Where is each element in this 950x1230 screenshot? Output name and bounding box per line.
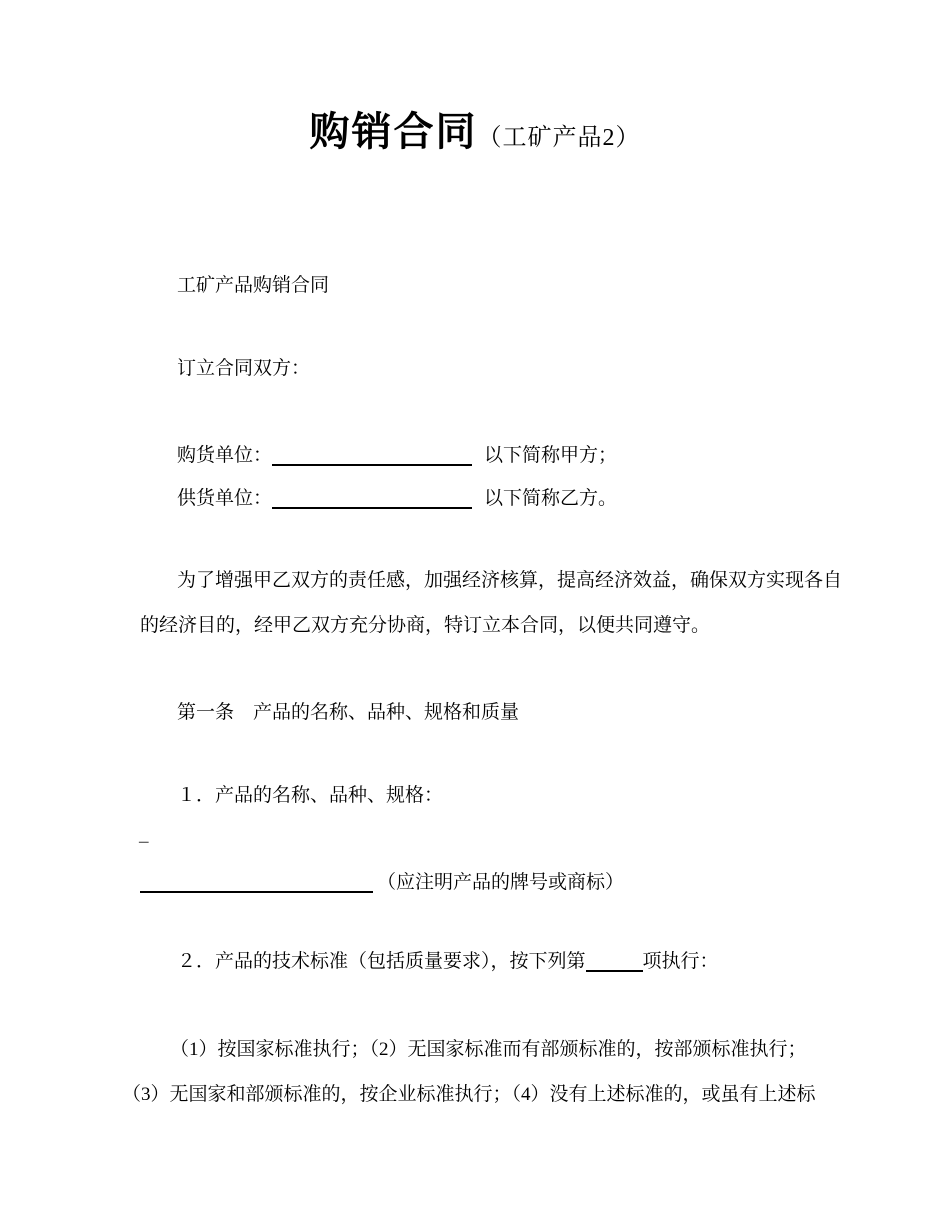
document-title-sub: （工矿产品2）	[477, 125, 641, 151]
options-line-2: （3）无国家和部颁标准的，按企业标准执行；（4）没有上述标准的，或虽有上述标	[122, 1084, 816, 1105]
buyer-name-field	[272, 463, 472, 466]
product-name-field	[140, 890, 373, 893]
item2-suffix: 项执行：	[642, 951, 719, 972]
document-title	[0, 100, 950, 157]
dash-mark: –	[139, 831, 149, 852]
supplier-line	[177, 487, 617, 511]
article1-heading: 第一条 产品的名称、品种、规格和质量	[177, 702, 520, 723]
document-title-main: 购销合同	[309, 110, 478, 154]
doc-heading: 工矿产品购销合同	[177, 275, 330, 296]
buyer-label: 购货单位：	[177, 445, 273, 466]
standard-option-field	[586, 969, 643, 972]
preamble-line-1: 为了增强甲乙双方的责任感，加强经济核算，提高经济效益，确保双方实现各自	[177, 570, 843, 591]
product-name-note: （应注明产品的牌号或商标）	[377, 872, 625, 893]
supplier-label: 供货单位：	[177, 488, 273, 509]
article1-item1-text: １．产品的名称、品种、规格：	[177, 785, 444, 806]
options-line-1: （1）按国家标准执行；（2）无国家标准而有部颁标准的，按部颁标准执行；	[170, 1039, 807, 1060]
supplier-name-field	[272, 506, 472, 509]
buyer-suffix: 以下简称甲方；	[484, 445, 618, 466]
preamble-line-2: 的经济目的，经甲乙双方充分协商，特订立本合同，以便共同遵守。	[140, 615, 711, 636]
article1-item2-line	[177, 950, 719, 974]
supplier-suffix: 以下简称乙方。	[484, 488, 618, 509]
product-name-line	[140, 871, 624, 895]
buyer-line	[177, 444, 617, 468]
parties-intro: 订立合同双方：	[177, 358, 311, 379]
item2-prefix: ２．产品的技术标准（包括质量要求），按下列第	[177, 951, 586, 972]
